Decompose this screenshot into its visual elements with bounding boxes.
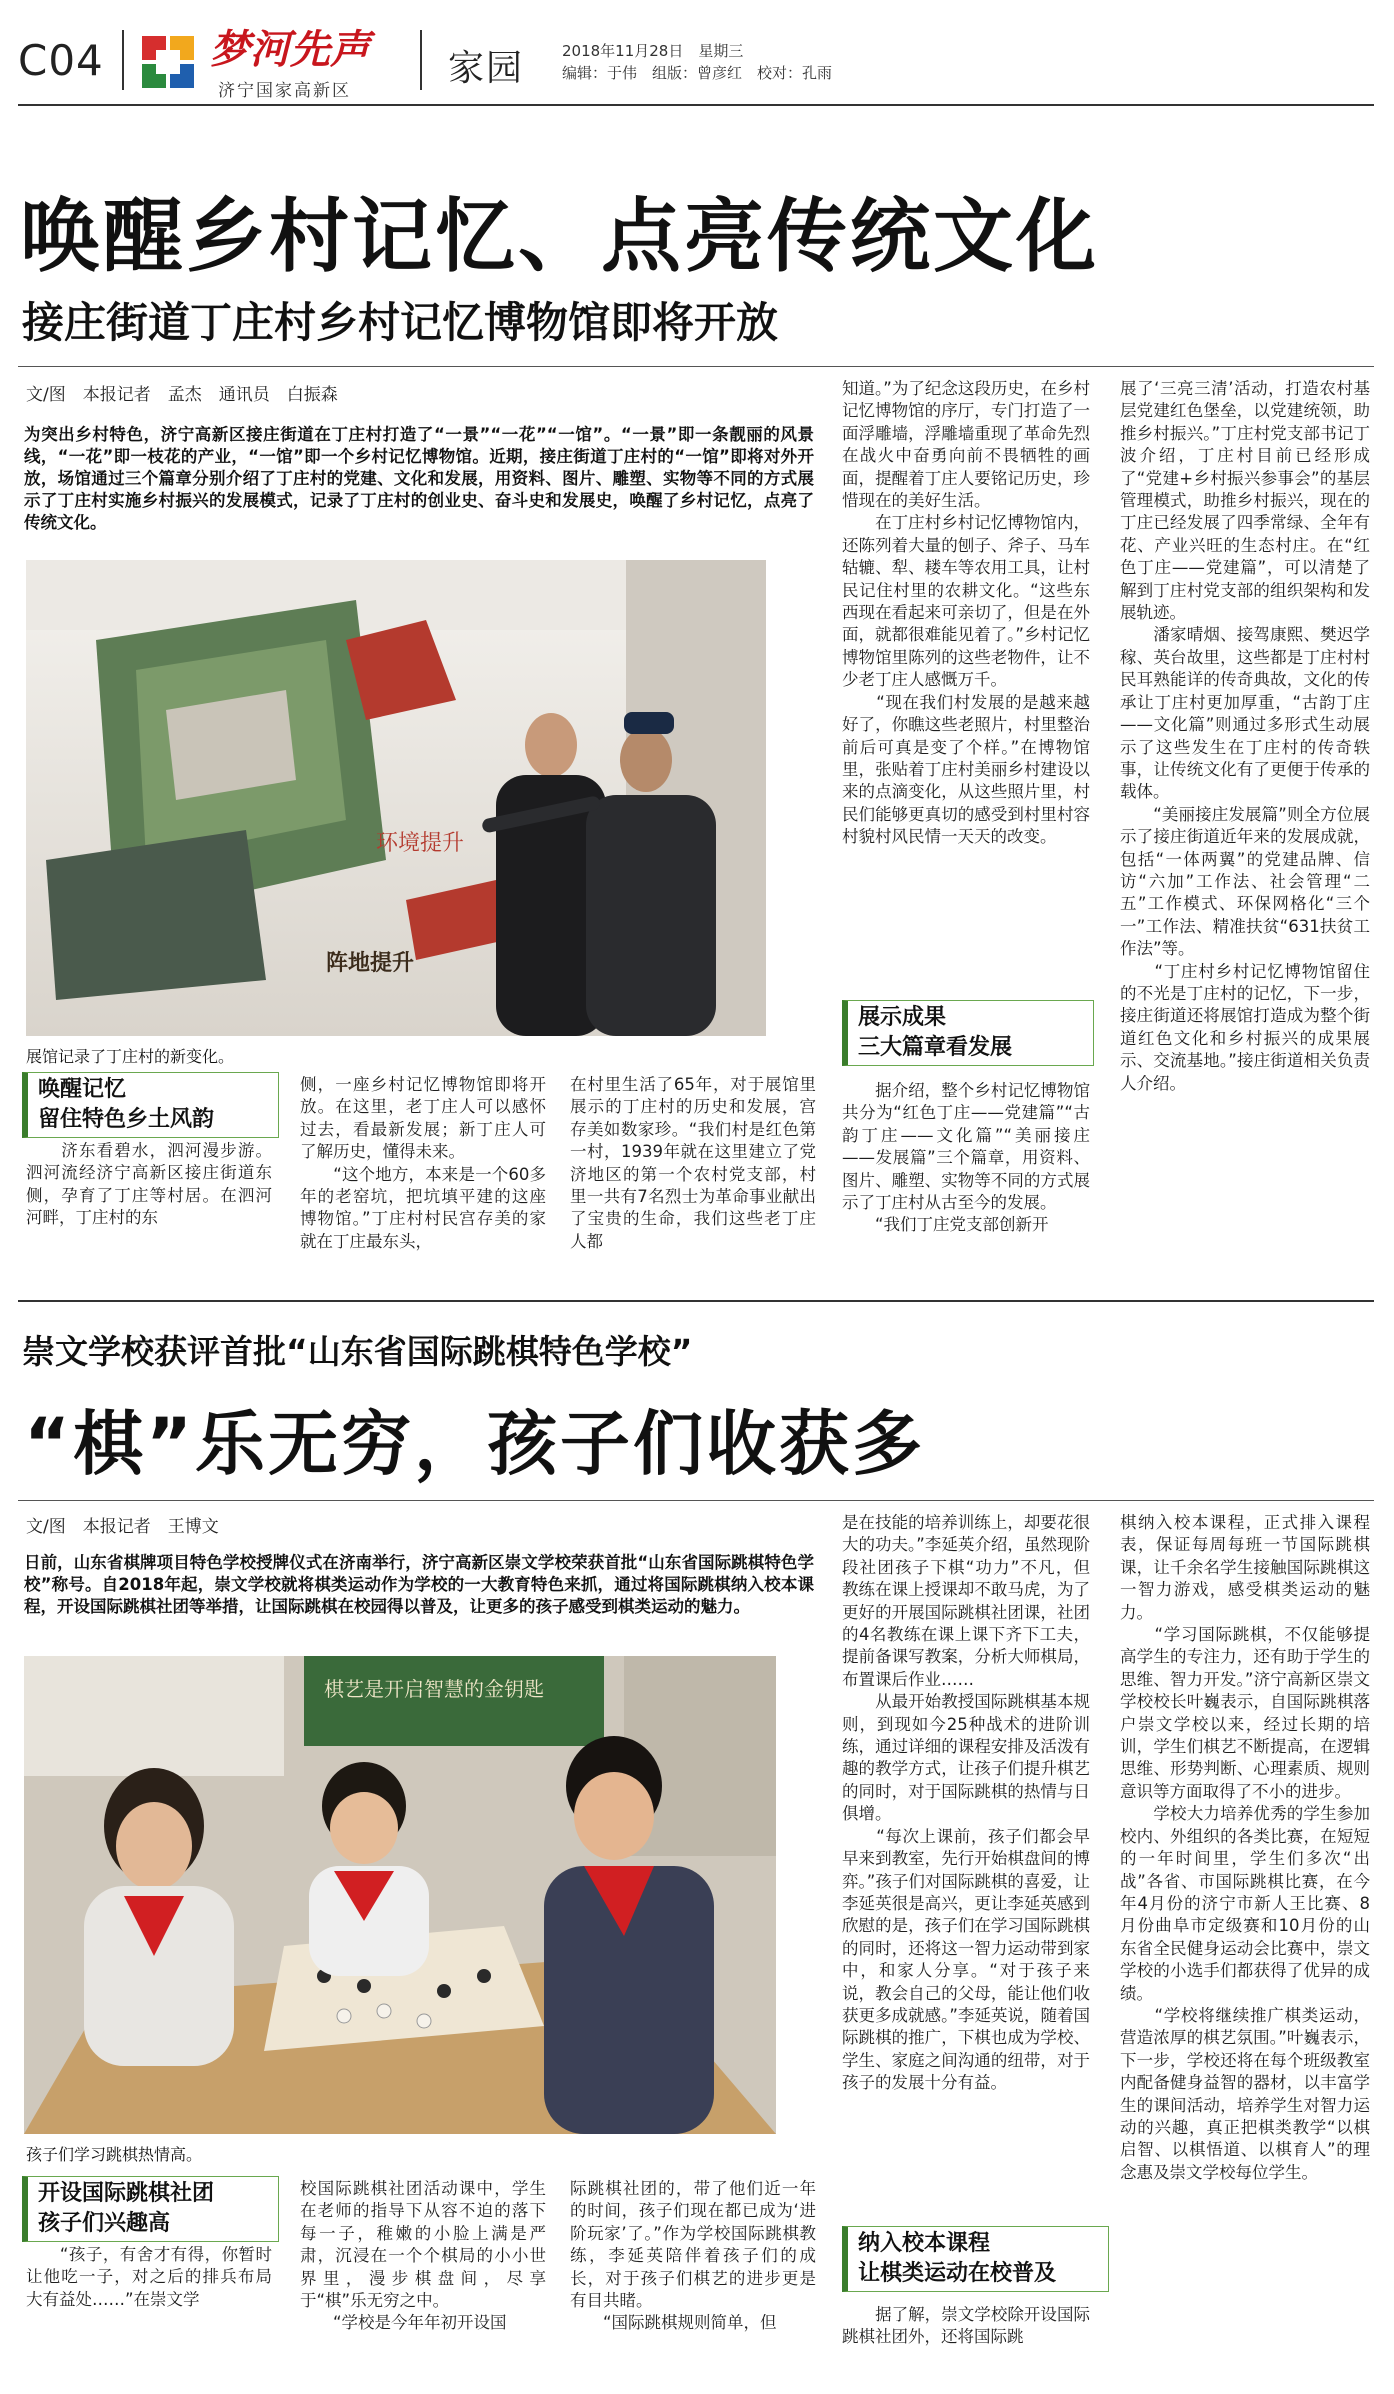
subhead-line: 唤醒记忆 xyxy=(38,1077,127,1102)
article2-column-d: 是在技能的培养训练上，却要花很大的功夫。”李延英介绍，虽然现阶段社团孩子下棋“功力”不凡，但教练在课上授课却不敢马虎，为了更好的开展国际跳棋社团课，社团的4名教练在课上课下齐下工夫，提前备课写教案，分析大师棋局，布置课后作业…… 从最开始教授国际跳棋基本规则，到现如今25种战术的进阶训练，通过详细的课程安排及活泼有趣的教学方式，让孩子们提升棋艺的同时，对于国际跳棋的热情与日俱增。 “每次上课前，孩子们都会早早来到教室，先行开始棋盘间的博弈。”孩子们对国际跳棋的喜爱，让李延英很是高兴，更让李延英感到欣慰的是，孩子们在学习国际跳棋的同时，还将这一智力运动带到家中，和家人分享。“对于孩子来说，教会自己的父母，能让他们收获更多成就感。”李延英说，随着国际跳棋的推广，下棋也成为学校、学生、家庭之间沟通的纽带，对于孩子的发展十分有益。 xyxy=(842,1513,1090,2093)
article1-subhead-2 xyxy=(842,1000,1094,1066)
article1-column-b: 侧，一座乡村记忆博物馆即将开放。在这里，老丁庄人可以感怀过去，看最新发展；新丁庄人可了解历史，懂得未来。 “这个地方，本来是一个60多年的老窑坑，把坑填平建的这座博物馆。”丁庄村村民宫存美的家就在丁庄最东头， xyxy=(300,1075,546,1251)
svg-text:环境提升: 环境提升 xyxy=(376,831,465,856)
brand-subtitle: 济宁国家高新区 xyxy=(218,81,351,101)
article1-title: 唤醒乡村记忆、点亮传统文化 xyxy=(20,190,1099,283)
subhead-line: 三大篇章看发展 xyxy=(858,1035,1013,1060)
article-divider xyxy=(18,1300,1374,1302)
masthead-divider xyxy=(420,30,422,90)
article2-column-a: “孩子，有舍才有得，你暂时让他吃一子，对之后的排兵布局大有益处……”在崇文学 xyxy=(26,2245,272,2309)
article1-lead: 为突出乡村特色，济宁高新区接庄街道在丁庄村打造了“一景”“一花”“一馆”。“一景”即一条靓丽的风景线，“一花”即一枝花的产业，“一馆”即一个乡村记忆博物馆。近期，接庄街道丁庄村的“一馆”即将对外开放，场馆通过三个篇章分别介绍了丁庄村的党建、文化和发展，用资料、图片、雕塑、实物等不同的方式展示了丁庄村实施乡村振兴的发展模式，记录了丁庄村的创业史、奋斗史和发展史，唤醒了乡村记忆，点亮了传统文化。 xyxy=(24,425,814,532)
subhead-line: 让棋类运动在校普及 xyxy=(858,2261,1057,2286)
article1-subtitle: 接庄街道丁庄村乡村记忆博物馆即将开放 xyxy=(22,298,779,347)
checkers-photo-caption: 孩子们学习跳棋热情高。 xyxy=(26,2145,203,2164)
article2-subhead-2 xyxy=(842,2226,1109,2292)
article2-lead: 日前，山东省棋牌项目特色学校授牌仪式在济南举行，济宁高新区崇文学校荣获首批“山东省国际跳棋特色学校”称号。自2018年起，崇文学校就将棋类运动作为学校的一大教育特色来抓，通过将国际跳棋纳入校本课程，开设国际跳棋社团等举措，让国际跳棋在校园得以普及，让更多的孩子感受到棋类运动的魅力。 xyxy=(24,1553,814,1616)
editorial-staff: 编辑：于伟 组版：曾彦红 校对：孔雨 xyxy=(562,64,833,82)
page-number: C04 xyxy=(18,36,104,85)
svg-text:棋艺是开启智慧的金钥匙: 棋艺是开启智慧的金钥匙 xyxy=(324,1677,544,1701)
masthead-divider xyxy=(122,30,124,90)
brand-name: 梦河先声 xyxy=(210,26,370,73)
subhead-line: 留住特色乡土风韵 xyxy=(38,1107,215,1132)
section-name: 家园 xyxy=(448,48,525,89)
article1-column-e: 展了‘三亮三清’活动，打造农村基层党建红色堡垒，以党建统领，助推乡村振兴。”丁庄村党支部书记丁波介绍，丁庄村目前已经形成了“党建+乡村振兴参事会”的基层管理模式，助推乡村振兴，现在的丁庄已经发展了四季常绿、全年有花、产业兴旺的生态村庄。在“红色丁庄——党建篇”，可以清楚了解到丁庄村党支部的组织架构和发展轨迹。 潘家晴烟、接驾康熙、樊迟学稼、英台故里，这些都是丁庄村村民耳熟能详的传奇典故，文化的传承让丁庄村更加厚重，“古韵丁庄——文化篇”则通过多形式生动展示了这些发生在丁庄村的传奇轶事，让传统文化有了更便于传承的载体。 “美丽接庄发展篇”则全方位展示了接庄街道近年来的发展成就，包括“一体两翼”的党建品牌、信访“六加”工作法、社会管理“二五”工作模式、环保网格化“三个一”工作法、精准扶贫“631扶贫工作法”等。 “丁庄村乡村记忆博物馆留住的不光是丁庄村的记忆，下一步，接庄街道还将展馆打造成为整个街道红色文化和乡村振兴的成果展示、交流基地。”接庄街道相关负责人介绍。 xyxy=(1120,379,1370,1093)
article2-column-c: 际跳棋社团的，带了他们近一年的时间，孩子们现在都已成为‘进阶玩家’了。”作为学校国际跳棋教练，李延英陪伴着孩子们的成长，对于孩子们棋艺的进步更是有目共睹。 “国际跳棋规则简单，但 xyxy=(570,2179,816,2333)
article2-kicker: 崇文学校获评首批“山东省国际跳棋特色学校” xyxy=(22,1332,693,1371)
article2-byline: 文/图 本报记者 王博文 xyxy=(26,1517,219,1537)
article1-subhead-1 xyxy=(22,1072,279,1138)
article1-column-d2: 据介绍，整个乡村记忆博物馆共分为“红色丁庄——党建篇”“古韵丁庄——文化篇”“美丽接庄——发展篇”三个篇章，用资料、图片、雕塑、实物等不同的方式展示了丁庄村从古至今的发展。 “我们丁庄党支部创新开 xyxy=(842,1081,1090,1235)
article1-column-a: 济东看碧水，泗河漫步游。泗河流经济宁高新区接庄街道东侧，孕育了丁庄等村居。在泗河河畔，丁庄村的东 xyxy=(26,1141,272,1228)
article2-column-d2: 据了解，崇文学校除开设国际跳棋社团外，还将国际跳 xyxy=(842,2305,1090,2347)
article2-title: “棋”乐无穷，孩子们收获多 xyxy=(24,1403,926,1485)
article1-column-c: 在村里生活了65年，对于展馆里展示的丁庄村的历史和发展，宫存美如数家珍。“我们村是红色第一村，1939年就在这里建立了党济地区的第一个农村党支部，村里一共有7名烈士为革命事业献出了宝贵的生命，我们这些老丁庄人都 xyxy=(570,1075,816,1251)
divider xyxy=(18,366,1374,367)
article2-column-e: 棋纳入校本课程，正式排入课程表，保证每周每班一节国际跳棋课，让千余名学生接触国际跳棋这一智力游戏，感受棋类运动的魅力。 “学习国际跳棋，不仅能够提高学生的专注力，还有助于学生的思维、智力开发。”济宁高新区崇文学校校长叶巍表示，自国际跳棋落户崇文学校以来，经过长期的培训，学生们棋艺不断提高，在逻辑思维、形势判断、心理素质、规则意识等方面取得了不小的进步。 学校大力培养优秀的学生参加校内、外组织的各类比赛，在短短的一年时间里，学生们多次“出战”各省、市国际跳棋比赛，在今年4月份的济宁市新人王比赛、8月份曲阜市定级赛和10月份的山东省全民健身运动会比赛中，崇文学校的小选手们都获得了优异的成绩。 “学校将继续推广棋类运动，营造浓厚的棋艺氛围。”叶巍表示，下一步，学校还将在每个班级教室内配备健身益智的器材，以丰富学生的课间活动，培养学生对智力运动的兴趣，真正把棋类教学“以棋启智、以棋悟道、以棋育人”的理念惠及崇文学校每位学生。 xyxy=(1120,1513,1370,2182)
museum-photo-caption: 展馆记录了丁庄村的新变化。 xyxy=(26,1047,235,1066)
checkers-photo xyxy=(24,1656,776,2134)
svg-text:阵地提升: 阵地提升 xyxy=(326,951,415,976)
article1-byline: 文/图 本报记者 孟杰 通讯员 白振森 xyxy=(26,385,338,405)
subhead-line: 纳入校本课程 xyxy=(858,2231,991,2256)
article2-column-b: 校国际跳棋社团活动课中，学生在老师的指导下从容不迫的落下每一子，稚嫩的小脸上满是严肃，沉浸在一个个棋局的小小世界里，漫步棋盘间，尽享于“棋”乐无穷之中。 “学校是今年年初开设国 xyxy=(300,2179,546,2333)
museum-photo xyxy=(26,560,766,1036)
brand-logo-icon xyxy=(140,34,196,90)
subhead-line: 开设国际跳棋社团 xyxy=(38,2181,215,2206)
article2-subhead-1 xyxy=(22,2176,279,2242)
divider xyxy=(18,1500,1374,1501)
subhead-line: 孩子们兴趣高 xyxy=(38,2211,171,2236)
masthead-rule xyxy=(18,104,1374,106)
subhead-line: 展示成果 xyxy=(858,1005,947,1030)
issue-date: 2018年11月28日 星期三 xyxy=(562,42,744,60)
article1-column-d: 知道。”为了纪念这段历史，在乡村记忆博物馆的序厅，专门打造了一面浮雕墙，浮雕墙重现了革命先烈在战火中奋勇向前不畏牺牲的画面，提醒着丁庄人要铭记历史，珍惜现在的美好生活。 在丁庄村乡村记忆博物馆内，还陈列着大量的刨子、斧子、马车轱辘、犁、耧车等农用工具，让村民记住村里的农耕文化。“这些东西现在看起来可亲切了，但是在外面，就都很难能见着了。”乡村记忆博物馆里陈列的这些老物件，让不少老丁庄人感慨万千。 “现在我们村发展的是越来越好了，你瞧这些老照片，村里整治前后可真是变了个样。”在博物馆里，张贴着丁庄村美丽乡村建设以来的点滴变化，从这些照片里，村民们能够更真切的感受到村里村容村貌村风民情一天天的改变。 xyxy=(842,379,1090,847)
